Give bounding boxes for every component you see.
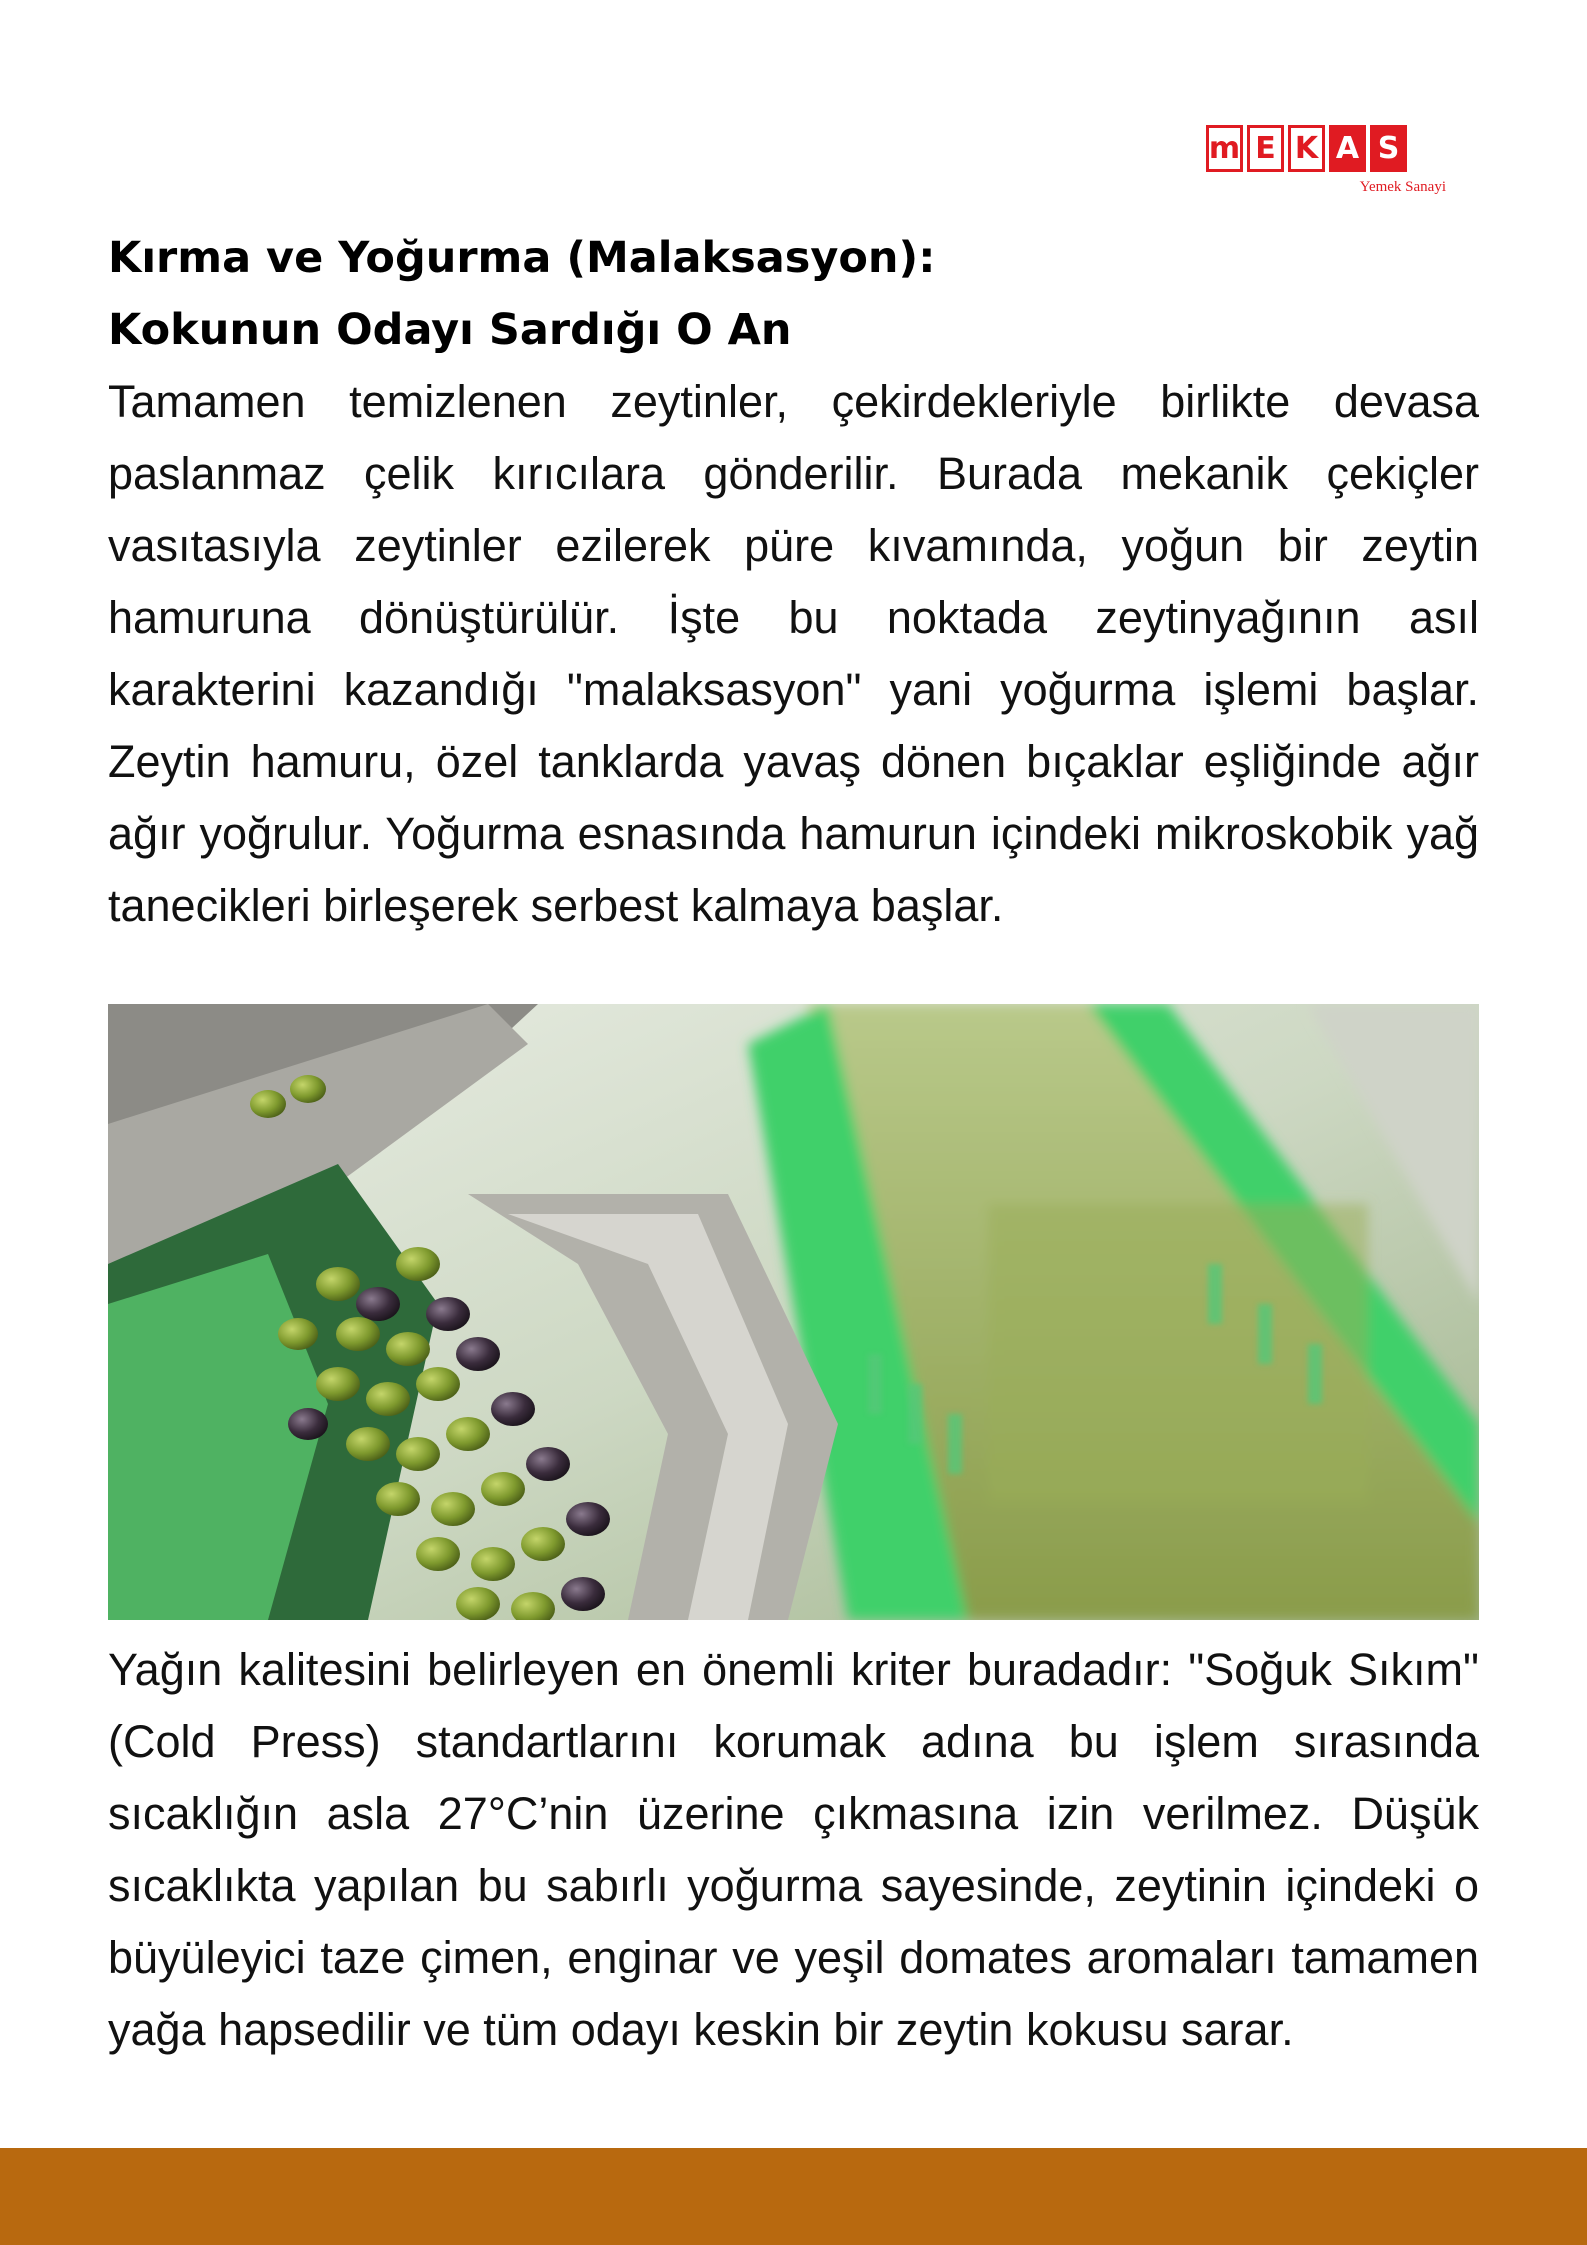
- logo-letter: S: [1370, 125, 1407, 172]
- body-paragraph-1: Tamamen temizlenen zeytinler, çekirdekleriyle birlikte devasa paslanmaz çelik kırıcılara gönderilir. Burada mekanik çekiçler vasıtasıyla zeytinler ezilerek püre kıvamında, yoğun bir zeytin hamuruna dönüştürülür. İşte bu noktada zeytinyağının asıl karakterini kazandığı "malaksasyon" yani yoğurma işlemi başlar. Zeytin hamuru, özel tanklarda yavaş dönen bıçaklar eşliğinde ağır ağır yoğrulur. Yoğurma esnasında hamurun içindeki mikroskobik yağ tanecikleri birleşerek serbest kalmaya başlar.: [108, 376, 1479, 931]
- logo-letter: A: [1329, 125, 1366, 172]
- logo-letter: E: [1247, 125, 1284, 172]
- mekas-logo: [1206, 125, 1446, 197]
- section-heading: [108, 222, 1480, 366]
- footer-band: [0, 2148, 1587, 2245]
- heading-line-1: Kırma ve Yoğurma (Malaksasyon):: [108, 233, 936, 283]
- logo-letters: [1206, 125, 1446, 172]
- logo-letter: m: [1206, 125, 1243, 172]
- logo-letter: K: [1288, 125, 1325, 172]
- body-paragraph-2: Yağın kalitesini belirleyen en önemli kriter buradadır: "Soğuk Sıkım" (Cold Press) standartlarını korumak adına bu işlem sırasında sıcaklığın asla 27°C’nin üzerine çıkmasına izin verilmez. Düşük sıcaklıkta yapılan bu sabırlı yoğurma sayesinde, zeytinin içindeki o büyüleyici taze çimen, enginar ve yeşil domates aromaları tamamen yağa hapsedilir ve tüm odayı keskin bir zeytin kokusu sarar.: [108, 1644, 1479, 2055]
- photo-illustration: [108, 1004, 1479, 1620]
- logo-subtitle: Yemek Sanayi: [1359, 179, 1446, 195]
- heading-line-2: Kokunun Odayı Sardığı O An: [108, 305, 792, 355]
- olive-conveyor-photo: [108, 1004, 1479, 1620]
